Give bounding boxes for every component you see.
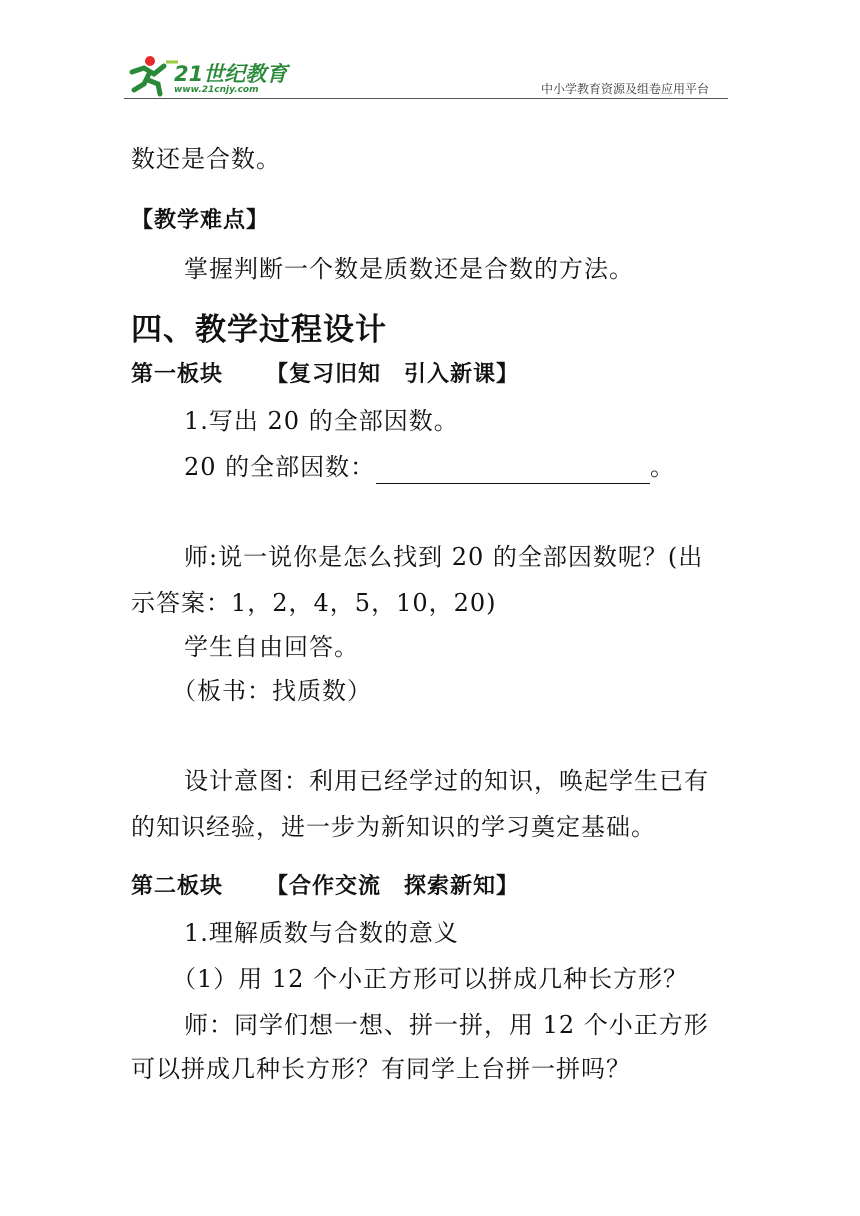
block1-title: 【复习旧知 引入新课】 bbox=[266, 362, 520, 387]
block2-teacher-line2: 可以拼成几种长方形？有同学上台拼一拼吗？ bbox=[131, 1055, 631, 1083]
fill-suffix: 。 bbox=[650, 453, 675, 481]
student-answer: 学生自由回答。 bbox=[184, 633, 359, 661]
block1-question: 1.写出 20 的全部因数。 bbox=[184, 407, 459, 435]
paragraph-continuation: 数还是合数。 bbox=[131, 145, 281, 173]
logo bbox=[124, 50, 294, 100]
board-note: （板书：找质数） bbox=[172, 677, 372, 705]
design-intent-line2: 的知识经验，进一步为新知识的学习奠定基础。 bbox=[131, 813, 656, 841]
logo-text: 21世纪教育 bbox=[174, 62, 288, 86]
header-divider bbox=[124, 98, 728, 99]
teacher-prompt-line1: 师:说一说你是怎么找到 20 的全部因数呢？(出 bbox=[184, 543, 704, 571]
answer-blank bbox=[376, 483, 650, 484]
logo-url: www.21cnjy.com bbox=[174, 85, 259, 95]
teacher-prompt-line2: 示答案：1，2，4，5，10，20) bbox=[131, 589, 497, 617]
block2-label: 第二板块 bbox=[131, 874, 224, 899]
block2-teacher-line1: 师：同学们想一想、拼一拼，用 12 个小正方形 bbox=[184, 1011, 709, 1039]
design-intent-line1: 设计意图：利用已经学过的知识，唤起学生已有 bbox=[184, 767, 709, 795]
header-tagline: 中小学教育资源及组卷应用平台 bbox=[541, 82, 710, 96]
block2-title: 【合作交流 探索新知】 bbox=[266, 874, 520, 899]
difficulty-text: 掌握判断一个数是质数还是合数的方法。 bbox=[184, 255, 634, 283]
block1-label: 第一板块 bbox=[131, 362, 224, 387]
block2-sub1: （1）用 12 个小正方形可以拼成几种长方形？ bbox=[172, 965, 689, 993]
block2-item1: 1.理解质数与合数的意义 bbox=[184, 919, 459, 947]
fill-prefix: 20 的全部因数： bbox=[184, 453, 376, 481]
section-title: 四、教学过程设计 bbox=[131, 312, 387, 348]
difficulty-heading: 【教学难点】 bbox=[131, 208, 270, 233]
